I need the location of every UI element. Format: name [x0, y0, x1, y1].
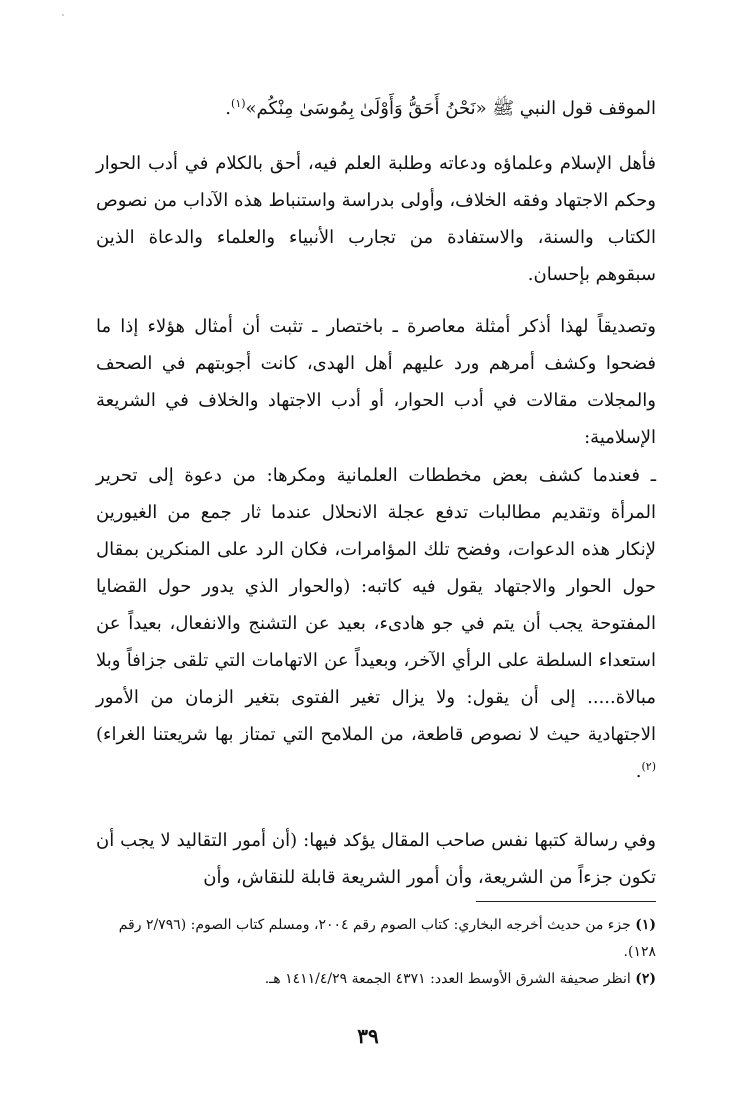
paragraph-5: وفي رسالة كتبها نفس صاحب المقال يؤكد فيها: (أن أمور التقاليد لا يجب أن تكون جزءاً من الشريعة، وأن أمور الشريعة قابلة للنقاش، وأن: [96, 830, 656, 888]
page-number: ٣٩: [357, 1024, 379, 1048]
footnote-2-text: انظر صحيفة الشرق الأوسط العدد: ٤٣٧١ الجمعة ١٤١١/٤/٢٩ هـ.: [264, 971, 631, 987]
footnote-ref-1: (١): [231, 97, 246, 110]
footnote-1: [96, 912, 656, 966]
paragraph-1-text: الموقف قول النبي ﷺ «نَحْنُ أَحَقُّ وَأَوْلَىٰ بِمُوسَىٰ مِنْكُم»: [245, 98, 656, 119]
footnote-separator: [476, 901, 656, 902]
paragraph-5-block: [96, 822, 656, 896]
footnotes: [96, 912, 656, 993]
paragraph-1-block: [96, 90, 656, 127]
paragraph-1: [96, 90, 656, 127]
footnote-2-number: (٢): [635, 971, 656, 987]
footnote-2: [96, 966, 656, 993]
paragraph-4: [96, 457, 656, 790]
paragraph-3-block: [96, 308, 656, 456]
footnote-1-text: جزء من حديث أخرجه البخاري: كتاب الصوم رقم ٢٠٠٤، ومسلم كتاب الصوم: (٢/٧٩٦ رقم ١٢٨).: [118, 917, 656, 960]
footnote-ref-2: (٢): [641, 760, 656, 773]
paragraph-3: وتصديقاً لهذا أذكر أمثلة معاصرة ـ باختصار ـ تثبت أن أمثال هؤلاء إذا ما فضحوا وكشف أمرهم ورد عليهم أهل الهدى، كانت أجوبتهم في الصحف والمجلات مقالات في أدب الحوار، أو أدب الاجتهاد والخلاف في الشريعة الإسلامية:: [96, 316, 656, 448]
paragraph-1-tail: .: [225, 98, 232, 119]
footnote-1-number: (١): [635, 917, 656, 933]
paragraph-4-text: ـ فعندما كشف بعض مخططات العلمانية ومكرها: من دعوة إلى تحرير المرأة وتقديم مطالبات تدفع عجلة الانحلال عندما ثار جمع من الغيورين لإنكار هذه الدعوات، وفضح تلك المؤامرات، فكان الرد على المنكرين بمقال حول الحوار والاجتهاد يقول فيه كاتبه: (والحوار الذي يدور حول القضايا المفتوحة يجب أن يتم في جو هادىء، بعيد عن التشنج والانفعال، بعيداً عن استعداء السلطة على الرأي الآخر، وبعيداً عن الاتهامات التي تلقى جزافاً وبلا مبالاة..... إلى أن يقول: ولا يزال تغير الفتوى بتغير الزمان من الأمور الاجتهادية حيث لا نصوص قاطعة، من الملامح التي تمتاز بها شريعتنا الغراء): [96, 465, 657, 745]
paragraph-2: فأهل الإسلام وعلماؤه ودعاته وطلبة العلم فيه، أحق بالكلام في أدب الحوار وحكم الاجتهاد وفقه الخلاف، وأولى بدراسة واستنباط هذه الآداب من نصوص الكتاب والسنة، والاستفادة من تجارب الأنبياء والعلماء والدعاة الذين سبقوهم بإحسان.: [96, 153, 656, 285]
paragraph-4-block: [96, 457, 656, 790]
paragraph-2-block: [96, 145, 656, 293]
paragraph-4-tail: .: [635, 761, 642, 782]
scan-speck: [62, 14, 64, 16]
